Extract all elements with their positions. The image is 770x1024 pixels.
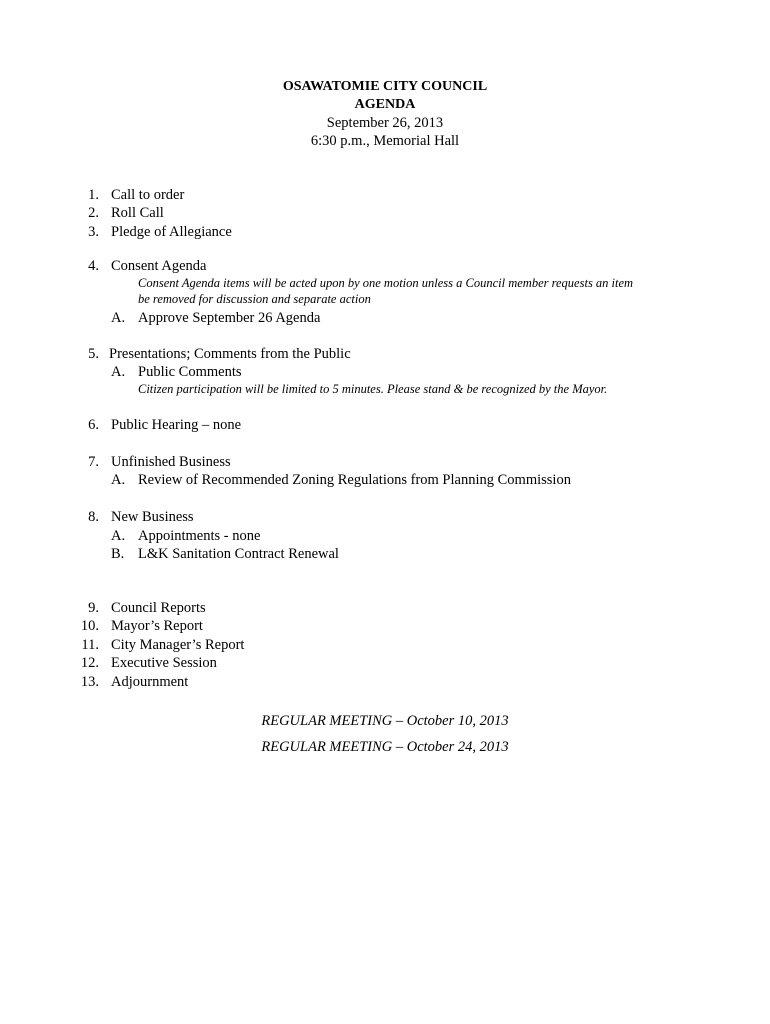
sub-item-zoning-regulations: Review of Recommended Zoning Regulations from Planning Commission — [138, 472, 571, 488]
item-number: 1. — [88, 187, 99, 203]
item-number: 2. — [88, 205, 99, 221]
item-number: 9. — [88, 600, 99, 616]
document-title: AGENDA — [354, 97, 416, 112]
item-number: 13. — [80, 674, 99, 690]
agenda-item-executive-session: Executive Session — [111, 655, 217, 671]
sub-item-sanitation-contract: L&K Sanitation Contract Renewal — [138, 546, 339, 562]
agenda-item-call-to-order: Call to order — [111, 187, 185, 203]
agenda-item-adjournment: Adjournment — [111, 674, 189, 690]
sub-item-letter: B. — [111, 546, 125, 562]
sub-item-approve-agenda: Approve September 26 Agenda — [138, 310, 321, 326]
agenda-item-council-reports: Council Reports — [111, 600, 206, 616]
sub-item-letter: A. — [111, 472, 126, 488]
agenda-item-presentations: Presentations; Comments from the Public — [109, 346, 351, 362]
agenda-item-public-hearing: Public Hearing – none — [111, 417, 242, 433]
item-number: 7. — [88, 454, 99, 470]
sub-item-letter: A. — [111, 364, 126, 380]
meeting-date: September 26, 2013 — [326, 115, 444, 131]
org-name: OSAWATOMIE CITY COUNCIL — [282, 79, 488, 94]
agenda-item-city-managers-report: City Manager’s Report — [111, 637, 245, 653]
public-comments-note: Citizen participation will be limited to 5 minutes. Please stand & be recognized by the Mayor. — [138, 382, 608, 396]
agenda-item-unfinished-business: Unfinished Business — [111, 454, 231, 470]
next-meeting-1: REGULAR MEETING – October 10, 2013 — [261, 713, 509, 729]
sub-item-letter: A. — [111, 528, 126, 544]
agenda-item-consent-agenda: Consent Agenda — [111, 258, 207, 274]
item-number: 10. — [80, 618, 99, 634]
item-number: 6. — [88, 417, 99, 433]
agenda-item-mayors-report: Mayor’s Report — [111, 618, 203, 634]
sub-item-public-comments: Public Comments — [138, 364, 242, 380]
item-number: 3. — [88, 224, 99, 240]
next-meeting-2: REGULAR MEETING – October 24, 2013 — [261, 739, 509, 755]
item-number: 8. — [88, 509, 99, 525]
item-number: 4. — [88, 258, 99, 274]
meeting-time-place: 6:30 p.m., Memorial Hall — [310, 133, 460, 149]
item-number: 5. — [88, 346, 99, 362]
agenda-item-pledge: Pledge of Allegiance — [111, 224, 232, 240]
item-number: 12. — [80, 655, 99, 671]
sub-item-letter: A. — [111, 310, 126, 326]
agenda-item-roll-call: Roll Call — [111, 205, 164, 221]
consent-agenda-note-line-1: Consent Agenda items will be acted upon by one motion unless a Council member requests an item — [138, 276, 634, 290]
agenda-item-new-business: New Business — [111, 509, 194, 525]
consent-agenda-note-line-2: be removed for discussion and separate action — [138, 292, 371, 306]
item-number: 11. — [81, 637, 99, 653]
sub-item-appointments: Appointments - none — [138, 528, 261, 544]
